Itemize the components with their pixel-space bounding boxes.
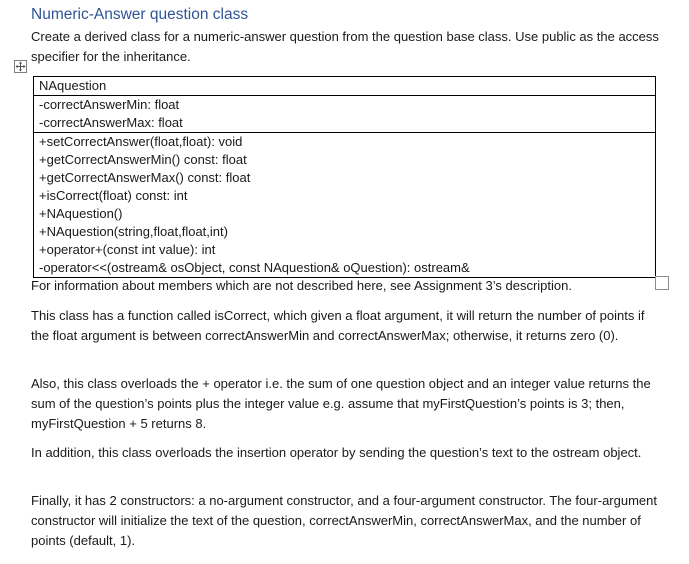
section-heading: Numeric-Answer question class <box>31 6 249 23</box>
uml-method: +NAquestion() <box>39 206 123 221</box>
body-paragraph: For information about members which are not described here, see Assignment 3’s description. <box>31 278 572 293</box>
body-paragraph: In addition, this class overloads the insertion operator by sending the question’s text to the ostream object. <box>31 445 642 460</box>
uml-method: +isCorrect(float) const: int <box>39 188 188 203</box>
body-paragraph: This class has a function called isCorrect, which given a float argument, it will return the number of points if the float argument is between correctAnswerMin and correctAnswerMax; otherwise, it returns zero (0). <box>31 308 645 343</box>
intro-paragraph: Create a derived class for a numeric-answer question from the question base class. Use public as the access specifier for the inheritance. <box>31 29 659 64</box>
uml-class-table <box>33 76 656 278</box>
uml-method: -operator<<(ostream& osObject, const NAquestion& oQuestion): ostream& <box>39 260 470 275</box>
uml-method: +getCorrectAnswerMax() const: float <box>39 170 251 185</box>
uml-method: +NAquestion(string,float,float,int) <box>39 224 228 239</box>
uml-class-name: NAquestion <box>39 78 107 93</box>
uml-methods-section <box>34 132 655 277</box>
uml-attributes-section <box>34 95 655 132</box>
uml-attribute: -correctAnswerMin: float <box>39 97 180 112</box>
body-paragraph: Also, this class overloads the + operator i.e. the sum of one question object and an integer value returns the sum of the question’s points plus the integer value e.g. assume that myFirstQuestion’s points is 3; then, myFirstQuestion + 5 returns 8. <box>31 376 651 431</box>
table-move-handle-icon[interactable] <box>14 60 27 73</box>
uml-method: +getCorrectAnswerMin() const: float <box>39 152 247 167</box>
uml-method: +operator+(const int value): int <box>39 242 216 257</box>
uml-class-name-section <box>34 77 655 95</box>
uml-attribute: -correctAnswerMax: float <box>39 115 183 130</box>
uml-method: +setCorrectAnswer(float,float): void <box>39 134 243 149</box>
body-paragraph: Finally, it has 2 constructors: a no-argument constructor, and a four-argument constructor. The four-argument constructor will initialize the text of the question, correctAnswerMin, correctAnswerMax, and the number of points (default, 1). <box>31 493 657 548</box>
